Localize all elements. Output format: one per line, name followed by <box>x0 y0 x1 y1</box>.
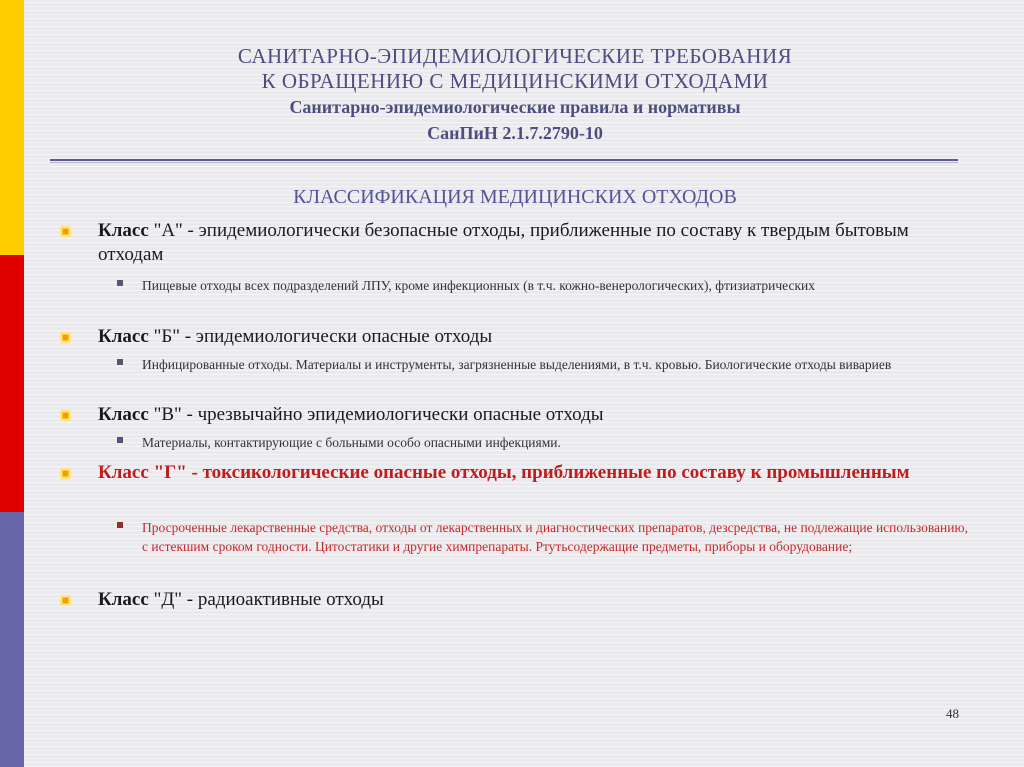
class-label: Класс <box>98 404 149 425</box>
bullet-icon <box>60 468 71 479</box>
class-item-a <box>60 219 960 267</box>
class-label: Класс <box>98 326 149 347</box>
class-description: "А" - эпидемиологически безопасные отходы, приближенные по составу к твердым бытовым отходам <box>98 220 909 265</box>
class-description: "Д" - радиоактивные отходы <box>153 589 384 610</box>
accent-stripe-red <box>0 255 24 512</box>
class-detail-b <box>117 355 977 374</box>
header-divider <box>50 159 958 163</box>
class-detail-v <box>117 433 977 452</box>
detail-text: Просроченные лекарственные средства, отходы от лекарственных и диагностических препаратов, дезсредства, не подлежащие использованию, с истекшим сроком годности. Цитостатики и другие химпрепараты. Ртутьсодержащие предметы, приборы и оборудование; <box>142 520 968 554</box>
bullet-icon <box>60 595 71 606</box>
class-label: Класс <box>98 589 149 610</box>
detail-text: Пищевые отходы всех подразделений ЛПУ, кроме инфекционных (в т.ч. кожно-венерологических), фтизиатрических <box>142 278 816 293</box>
class-text <box>98 219 960 267</box>
square-bullet-icon <box>117 437 123 443</box>
section-title: КЛАССИФИКАЦИЯ МЕДИЦИНСКИХ ОТХОДОВ <box>293 186 737 208</box>
bullet-icon <box>60 332 71 343</box>
class-item-v <box>60 403 960 427</box>
class-item-g <box>60 461 960 485</box>
class-text <box>98 403 960 427</box>
page-number: 48 <box>946 706 959 721</box>
square-bullet-icon <box>117 522 123 528</box>
header-subtitle-line-2: СанПиН 2.1.7.2790-10 <box>427 123 603 143</box>
class-label: Класс <box>98 220 149 241</box>
class-text <box>98 588 960 612</box>
accent-stripe-blue <box>0 512 24 767</box>
header-subtitle-line-1: Санитарно-эпидемиологические правила и нормативы <box>289 97 741 117</box>
bullet-icon <box>60 410 71 421</box>
class-description: "Г" - токсикологические опасные отходы, приближенные по составу к промышленным <box>153 462 910 483</box>
slide-header <box>100 44 930 146</box>
class-detail-g <box>117 518 977 556</box>
class-label: Класс <box>98 462 149 483</box>
header-title-line-2: К ОБРАЩЕНИЮ С МЕДИЦИНСКИМИ ОТХОДАМИ <box>261 69 769 93</box>
class-description: "Б" - эпидемиологически опасные отходы <box>153 326 493 347</box>
class-description: "В" - чрезвычайно эпидемиологически опасные отходы <box>153 404 604 425</box>
bullet-icon <box>60 226 71 237</box>
class-item-d <box>60 588 960 612</box>
class-detail-a <box>117 276 977 295</box>
square-bullet-icon <box>117 280 123 286</box>
detail-text: Инфицированные отходы. Материалы и инструменты, загрязненные выделениями, в т.ч. кровью. Биологические отходы вивариев <box>142 357 892 372</box>
class-item-b <box>60 325 960 349</box>
detail-text: Материалы, контактирующие с больными особо опасными инфекциями. <box>142 435 561 450</box>
accent-stripe-yellow <box>0 0 24 255</box>
header-title-line-1: САНИТАРНО-ЭПИДЕМИОЛОГИЧЕСКИЕ ТРЕБОВАНИЯ <box>237 44 793 68</box>
class-text <box>98 325 960 349</box>
class-text <box>98 461 960 485</box>
square-bullet-icon <box>117 359 123 365</box>
